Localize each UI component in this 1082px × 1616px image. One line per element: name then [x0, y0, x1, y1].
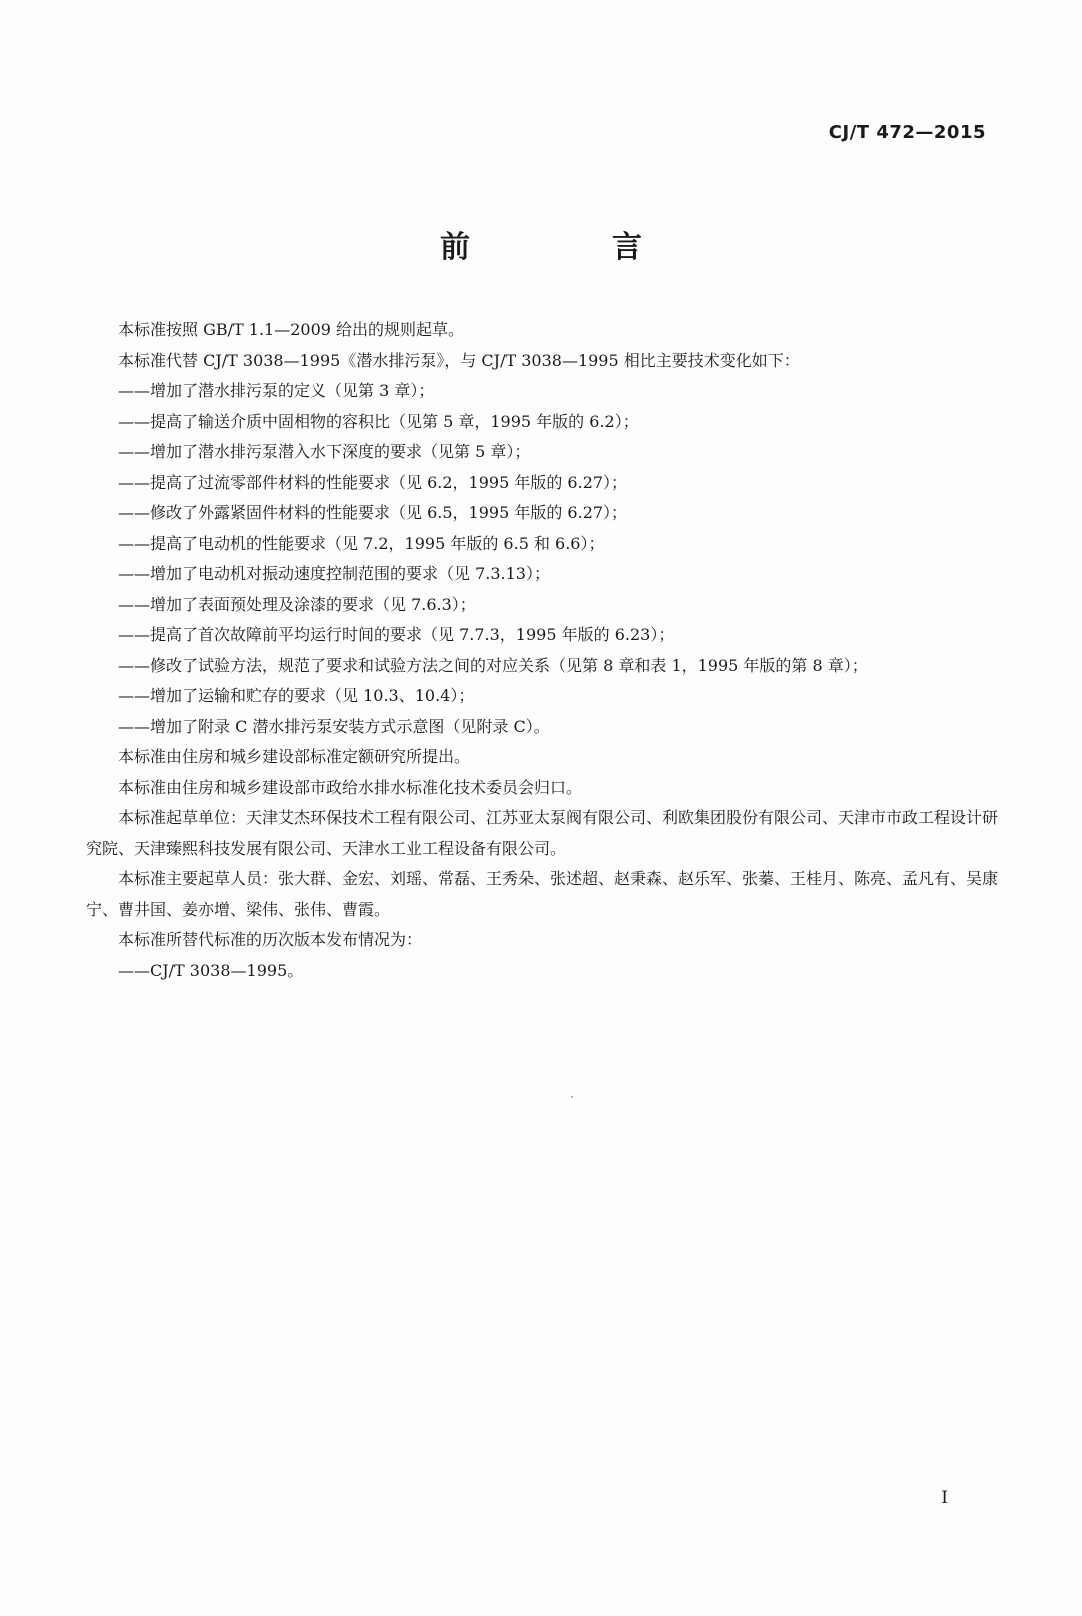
changes-list [118, 376, 998, 742]
change-item: ——修改了试验方法，规范了要求和试验方法之间的对应关系（见第 8 章和表 1，1995 年版的第 8 章）； [118, 655, 868, 675]
scan-speck [571, 1096, 573, 1098]
paragraph-replacement: 本标准代替 CJ/T 3038—1995《潜水排污泵》，与 CJ/T 3038—1995 相比主要技术变化如下： [118, 350, 800, 370]
paragraph-drafters: 本标准主要起草人员：张大群、金宏、刘瑶、常磊、王秀朵、张述超、赵秉森、赵乐军、张蓁、王桂月、陈亮、孟凡有、吴康宁、曹井国、姜亦增、梁伟、张伟、曹霞。 [86, 869, 999, 919]
change-item: ——增加了附录 C 潜水排污泵安装方式示意图（见附录 C）。 [118, 716, 550, 736]
page-title: 前 言 [440, 230, 698, 265]
change-item: ——提高了首次故障前平均运行时间的要求（见 7.7.3，1995 年版的 6.23）； [118, 625, 675, 644]
paragraph-drafting-rule: 本标准按照 GB/T 1.1—2009 给出的规则起草。 [118, 320, 465, 339]
paragraph-drafting-units: 本标准起草单位：天津艾杰环保技术工程有限公司、江苏亚太泵阀有限公司、利欧集团股份有限公司、天津市市政工程设计研究院、天津臻熙科技发展有限公司、天津水工业工程设备有限公司。 [86, 808, 999, 858]
change-item: ——增加了潜水排污泵潜入水下深度的要求（见第 5 章）； [118, 442, 531, 461]
paragraph-committee: 本标准由住房和城乡建设部市政给水排水标准化技术委员会归口。 [118, 777, 583, 797]
foreword-body [86, 315, 999, 986]
change-item: ——增加了表面预处理及涂漆的要求（见 7.6.3）； [118, 594, 476, 614]
paragraph-proposer: 本标准由住房和城乡建设部标准定额研究所提出。 [118, 747, 471, 766]
change-item: ——提高了过流零部件材料的性能要求（见 6.2，1995 年版的 6.27）； [118, 472, 628, 492]
paragraph-history-intro: 本标准所替代标准的历次版本发布情况为： [118, 930, 423, 949]
page-number: I [941, 1488, 948, 1508]
change-item: ——增加了电动机对振动速度控制范围的要求（见 7.3.13）； [118, 564, 550, 583]
change-item: ——增加了运输和贮存的要求（见 10.3、10.4）； [118, 686, 475, 705]
standard-code: CJ/T 472—2015 [828, 122, 986, 143]
change-item: ——提高了输送介质中固相物的容积比（见第 5 章，1995 年版的 6.2）； [118, 411, 639, 431]
change-item: ——提高了电动机的性能要求（见 7.2，1995 年版的 6.5 和 6.6）； [118, 533, 605, 553]
change-item: ——修改了外露紧固件材料的性能要求（见 6.5，1995 年版的 6.27）； [118, 503, 628, 522]
history-item: ——CJ/T 3038—1995。 [118, 960, 304, 980]
change-item: ——增加了潜水排污泵的定义（见第 3 章）； [118, 381, 435, 400]
